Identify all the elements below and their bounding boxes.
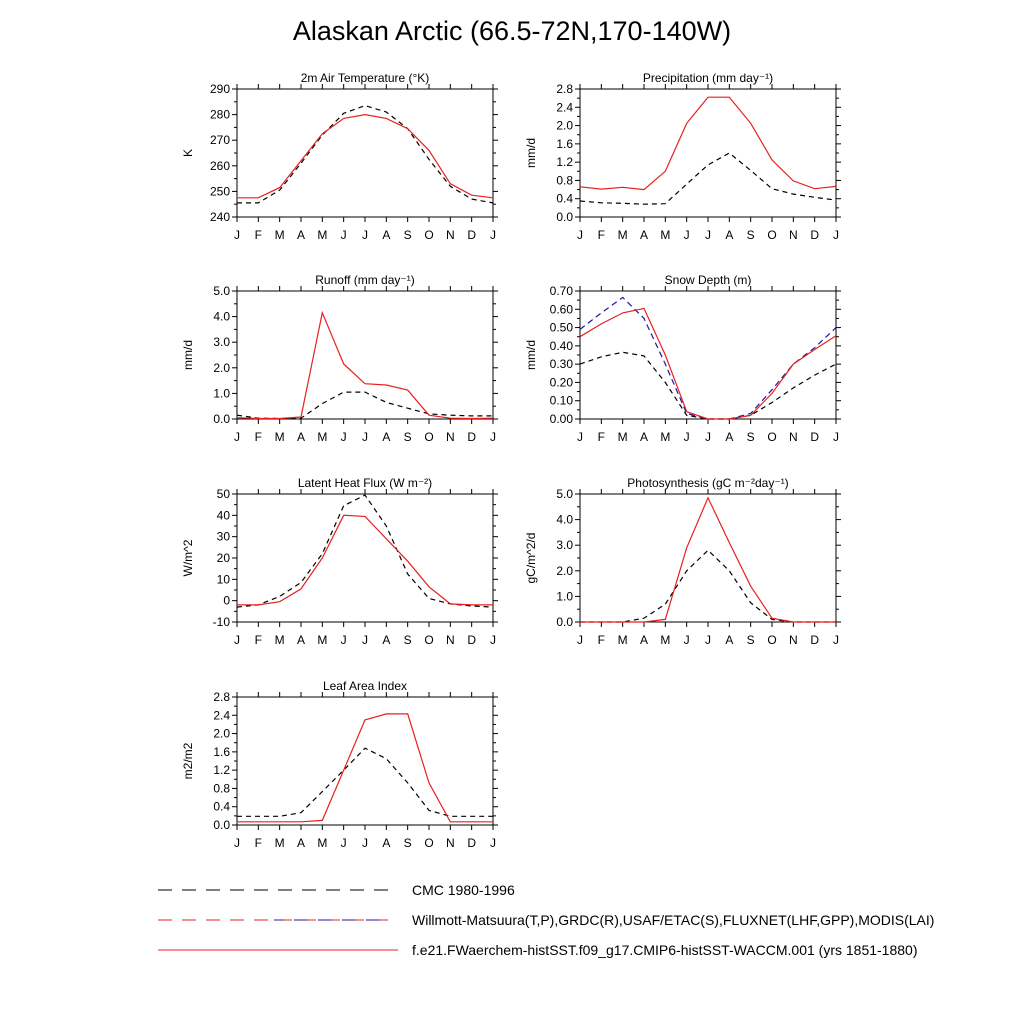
x-tick-label: J: [683, 228, 690, 242]
plot-frame: [580, 291, 836, 419]
y-tick-label: 1.2: [556, 155, 573, 170]
x-tick-label: S: [403, 228, 412, 242]
x-tick-label: A: [725, 430, 734, 444]
chart-panel-4: [181, 476, 498, 647]
y-axis-label: K: [181, 148, 195, 158]
x-tick-label: A: [296, 228, 306, 242]
x-tick-label: N: [788, 228, 798, 242]
chart-panel-5: [524, 476, 841, 647]
chart-title: Photosynthesis (gC m⁻²day⁻¹): [627, 476, 789, 490]
x-tick-label: D: [467, 430, 477, 444]
y-tick-label: 0.10: [549, 393, 573, 408]
chart-title: Precipitation (mm day⁻¹): [642, 71, 774, 85]
x-tick-label: M: [317, 836, 328, 850]
x-tick-label: M: [317, 430, 328, 444]
x-tick-label: M: [317, 633, 328, 647]
x-tick-label: J: [490, 228, 496, 242]
x-tick-label: M: [617, 430, 628, 444]
x-tick-label: D: [810, 633, 820, 647]
x-tick-label: J: [833, 633, 839, 647]
chart-panel-3: [524, 273, 841, 444]
x-tick-label: A: [725, 633, 734, 647]
y-tick-label: 1.6: [213, 744, 230, 759]
x-tick-label: M: [274, 228, 285, 242]
plot-frame: [237, 89, 493, 217]
legend-label: Willmott-Matsuura(T,P),GRDC(R),USAF/ETAC(S),FLUXNET(LHF,GPP),MODIS(LAI): [412, 912, 935, 928]
y-tick-label: 0.60: [549, 302, 573, 317]
y-tick-label: 50: [216, 487, 230, 501]
y-tick-label: 10: [216, 572, 230, 587]
chart-panel-1: [524, 71, 841, 242]
x-tick-label: A: [382, 228, 391, 242]
x-tick-label: O: [424, 836, 434, 850]
legend-swatch-dashed-red-blue: [158, 910, 408, 930]
x-tick-label: N: [445, 228, 455, 242]
y-tick-label: 0.0: [556, 210, 573, 224]
y-axis-label: m2/m2: [181, 742, 195, 780]
y-tick-label: 40: [216, 508, 230, 523]
x-tick-label: J: [340, 633, 347, 647]
page-title: Alaskan Arctic (66.5-72N,170-140W): [292, 16, 732, 46]
x-tick-label: M: [274, 633, 285, 647]
x-tick-label: J: [833, 430, 839, 444]
chart-panel-2: [181, 273, 498, 444]
chart-title: Snow Depth (m): [664, 273, 752, 287]
x-tick-label: F: [254, 228, 263, 242]
x-tick-label: D: [810, 228, 820, 242]
x-tick-label: J: [705, 228, 711, 242]
y-tick-label: 0.8: [556, 173, 573, 188]
x-tick-label: A: [382, 430, 391, 444]
series-line-obs: [580, 352, 836, 419]
x-tick-label: N: [445, 430, 455, 444]
series-line-obs: [580, 153, 836, 204]
y-tick-label: 2.4: [213, 708, 230, 723]
x-tick-label: S: [746, 228, 755, 242]
x-tick-label: F: [597, 633, 606, 647]
x-tick-label: J: [683, 430, 690, 444]
y-tick-label: 0.4: [556, 191, 573, 206]
x-tick-label: A: [382, 633, 391, 647]
legend-swatch-dashed-black: [158, 880, 408, 900]
plot-frame: [237, 697, 493, 825]
series-line-obs: [237, 495, 493, 607]
y-tick-label: 250: [209, 184, 230, 199]
y-tick-label: 2.0: [556, 563, 573, 578]
x-tick-label: J: [340, 228, 347, 242]
x-tick-label: J: [577, 430, 583, 444]
series-line-obs: [237, 392, 493, 418]
y-tick-label: 0.50: [549, 320, 573, 335]
y-tick-label: 0.70: [549, 284, 573, 298]
x-tick-label: O: [767, 633, 777, 647]
x-tick-label: J: [362, 836, 368, 850]
series-line-model: [237, 115, 493, 198]
legend-label: f.e21.FWaerchem-histSST.f09_g17.CMIP6-histSST-WACCM.001 (yrs 1851-1880): [412, 942, 918, 958]
y-tick-label: 0: [223, 593, 230, 608]
x-tick-label: J: [234, 228, 240, 242]
x-tick-label: O: [424, 430, 434, 444]
y-tick-label: 5.0: [556, 487, 573, 501]
x-tick-label: J: [683, 633, 690, 647]
x-tick-label: A: [639, 228, 649, 242]
x-tick-label: J: [705, 633, 711, 647]
series-line-obs: [237, 748, 493, 816]
x-tick-label: J: [340, 836, 347, 850]
x-tick-label: A: [296, 836, 306, 850]
x-tick-label: M: [660, 633, 671, 647]
x-tick-label: D: [467, 633, 477, 647]
y-tick-label: 260: [209, 158, 230, 173]
y-tick-label: 30: [216, 529, 230, 544]
x-tick-label: J: [490, 836, 496, 850]
legend-swatch-solid-red: [158, 940, 408, 960]
y-tick-label: 0.0: [556, 615, 573, 629]
x-tick-label: O: [424, 228, 434, 242]
y-tick-label: 0.00: [549, 412, 573, 426]
x-tick-label: J: [577, 633, 583, 647]
y-tick-label: 0.0: [213, 412, 230, 426]
series-line-model: [580, 97, 836, 189]
y-tick-label: 290: [209, 82, 230, 96]
chart-panel-6: [181, 679, 498, 850]
series-line-model: [237, 313, 493, 419]
x-tick-label: M: [274, 836, 285, 850]
y-tick-label: 0.20: [549, 375, 573, 390]
y-tick-label: 3.0: [556, 538, 573, 553]
x-tick-label: S: [403, 430, 412, 444]
x-tick-label: N: [788, 633, 798, 647]
x-tick-label: M: [274, 430, 285, 444]
y-tick-label: -10: [212, 615, 230, 629]
x-tick-label: M: [317, 228, 328, 242]
x-tick-label: J: [490, 430, 496, 444]
y-tick-label: 2.0: [556, 118, 573, 133]
y-tick-label: 1.0: [556, 589, 573, 604]
x-tick-label: D: [467, 228, 477, 242]
y-tick-label: 2.4: [556, 100, 573, 115]
x-tick-label: A: [296, 430, 306, 444]
y-tick-label: 2.0: [213, 360, 230, 375]
chart-panel-0: [181, 71, 498, 242]
y-axis-label: mm/d: [524, 340, 538, 370]
y-axis-label: mm/d: [181, 340, 195, 370]
y-tick-label: 0.0: [213, 818, 230, 832]
y-tick-label: 2.8: [213, 690, 230, 704]
x-tick-label: N: [445, 836, 455, 850]
series-line-model: [237, 515, 493, 605]
y-tick-label: 0.30: [549, 357, 573, 372]
x-tick-label: F: [254, 430, 263, 444]
x-tick-label: J: [234, 836, 240, 850]
x-tick-label: S: [403, 633, 412, 647]
y-tick-label: 0.40: [549, 338, 573, 353]
chart-title: Leaf Area Index: [322, 679, 408, 693]
y-axis-label: W/m^2: [181, 539, 195, 577]
x-tick-label: A: [382, 836, 391, 850]
x-tick-label: F: [254, 836, 263, 850]
x-tick-label: A: [639, 633, 649, 647]
x-tick-label: J: [705, 430, 711, 444]
plot-frame: [580, 89, 836, 217]
y-tick-label: 1.6: [556, 136, 573, 151]
y-tick-label: 0.4: [213, 799, 230, 814]
legend-item-observations: [158, 910, 1018, 930]
series-line-model: [237, 714, 493, 822]
x-tick-label: F: [254, 633, 263, 647]
y-tick-label: 270: [209, 133, 230, 148]
x-tick-label: S: [746, 633, 755, 647]
x-tick-label: O: [424, 633, 434, 647]
y-tick-label: 5.0: [213, 284, 230, 298]
series-line-model: [580, 498, 836, 622]
plot-frame: [237, 291, 493, 419]
y-tick-label: 0.8: [213, 781, 230, 796]
x-tick-label: M: [617, 633, 628, 647]
y-tick-label: 2.0: [213, 726, 230, 741]
x-tick-label: J: [577, 228, 583, 242]
chart-title: 2m Air Temperature (°K): [300, 71, 430, 85]
legend-item-model: [158, 940, 1018, 960]
series-line-obs: [580, 550, 836, 622]
x-tick-label: O: [767, 430, 777, 444]
x-tick-label: A: [296, 633, 306, 647]
x-tick-label: J: [362, 633, 368, 647]
x-tick-label: D: [467, 836, 477, 850]
y-tick-label: 280: [209, 107, 230, 122]
x-tick-label: J: [833, 228, 839, 242]
x-tick-label: J: [340, 430, 347, 444]
chart-title: Runoff (mm day⁻¹): [315, 273, 415, 287]
legend-item-cmc: [158, 880, 1018, 900]
series-line-model: [580, 308, 836, 419]
legend-label: CMC 1980-1996: [412, 882, 515, 898]
x-tick-label: M: [660, 228, 671, 242]
x-tick-label: A: [725, 228, 734, 242]
y-tick-label: 4.0: [213, 309, 230, 324]
x-tick-label: J: [362, 430, 368, 444]
x-tick-label: S: [403, 836, 412, 850]
x-tick-label: N: [445, 633, 455, 647]
x-tick-label: J: [362, 228, 368, 242]
x-tick-label: O: [767, 228, 777, 242]
y-tick-label: 3.0: [213, 335, 230, 350]
x-tick-label: M: [660, 430, 671, 444]
x-tick-label: J: [234, 430, 240, 444]
chart-title: Latent Heat Flux (W m⁻²): [297, 476, 433, 490]
y-tick-label: 2.8: [556, 82, 573, 96]
x-tick-label: N: [788, 430, 798, 444]
plot-frame: [580, 494, 836, 622]
y-tick-label: 1.2: [213, 763, 230, 778]
x-tick-label: M: [617, 228, 628, 242]
y-axis-label: mm/d: [524, 138, 538, 168]
x-tick-label: A: [639, 430, 649, 444]
y-tick-label: 240: [209, 210, 230, 224]
y-tick-label: 20: [216, 551, 230, 565]
x-tick-label: S: [746, 430, 755, 444]
x-tick-label: J: [490, 633, 496, 647]
x-tick-label: J: [234, 633, 240, 647]
x-tick-label: F: [597, 430, 606, 444]
y-tick-label: 4.0: [556, 512, 573, 527]
y-tick-label: 1.0: [213, 386, 230, 401]
x-tick-label: F: [597, 228, 606, 242]
x-tick-label: D: [810, 430, 820, 444]
series-line-obs: [237, 106, 493, 203]
y-axis-label: gC/m^2/d: [524, 532, 538, 584]
